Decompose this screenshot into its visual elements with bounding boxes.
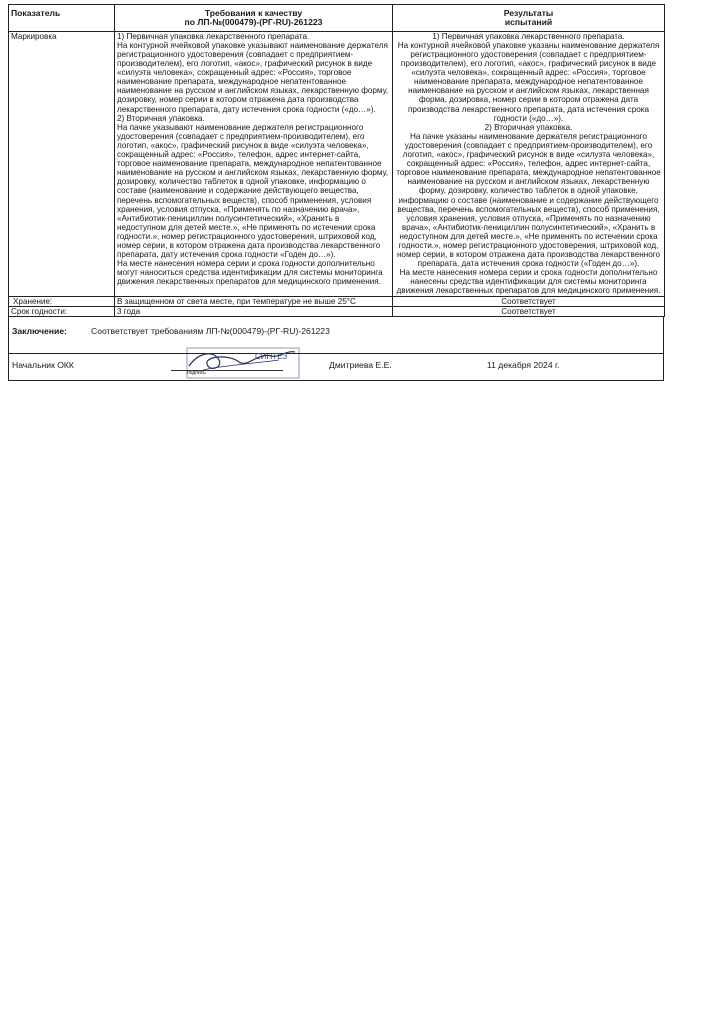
marking-label: Маркировка xyxy=(9,31,115,296)
report-sheet xyxy=(8,4,664,381)
quality-table xyxy=(8,4,665,317)
header-results xyxy=(393,5,665,32)
header-requirements xyxy=(115,5,393,32)
marking-req-para: На месте нанесения номера серии и срока годности дополнительно могут наноситься средства идентификации для системы мониторинга движения лекарственных препаратов для медицинского применения. xyxy=(117,259,383,287)
conclusion-label: Заключение: xyxy=(12,325,67,336)
shelf-life-result: Соответствует xyxy=(393,306,665,316)
stamp-text: СИНТЕЗ xyxy=(255,351,288,361)
signature-date: 11 декабря 2024 г. xyxy=(487,359,560,370)
signer-name: Дмитриева Е.Е. xyxy=(329,359,392,370)
marking-res-para: На пачке указаны наименование держателя регистрационного удостоверения (совпадает с предприятием-производителем), его логотип, «акос», графический рисунок в виде «силуэта человека», сокращенный адрес: «Россия», телефон, адрес интернет-сайта, торговое наименование препарата, международное непатентованное наименование на русском и английском языках, лекарственную форму, дозировку, количество таблеток в одной упаковке, информацию о составе (наименование и содержание действующего вещества, перечень вспомогательных веществ), способ применения, условия хранения, условия отпуска, «Применять по назначению врача», «Антибиотик-пенициллин полусинтетический», «Хранить в недоступном для детей месте.», «Не применять по истечении срока годности.», номер регистрационного удостоверения, штриховой код, номер серии, в котором отражена дата производства лекарственного препарата, дата истечения срока годности («Годен до…»). xyxy=(396,131,661,269)
marking-requirements xyxy=(115,31,393,296)
marking-req-para: 2) Вторичная упаковка. xyxy=(117,113,205,123)
storage-label: Хранение: xyxy=(9,296,115,306)
header-results-line2: испытаний xyxy=(504,17,553,28)
storage-result: Соответствует xyxy=(393,296,665,306)
table-row-shelf-life xyxy=(9,306,665,316)
conclusion-row xyxy=(8,317,664,354)
shelf-life-requirement: 3 года xyxy=(115,306,393,316)
header-requirements-line1: Требования к качеству xyxy=(204,8,303,18)
signature-stamp-image xyxy=(159,346,309,386)
marking-req-para: На пачке указывают наименование держателя регистрационного удостоверения (совпадает с предприятием-производителем), его логотип, «акос», графический рисунок в виде «силуэта человека», сокращенный адрес: «Россия», телефон, адрес интернет-сайта, торговое наименование препарата, международное непатентованное наименование на русском и английском языках, лекарственную форму, дозировку, количество таблеток в одной упаковке, информацию о составе (наименование и содержание действующего вещества, перечень вспомогательных веществ), способ применения, условия хранения, условия отпуска, «Применять по назначению врача», «Антибиотик-пенициллин полусинтетический», «Хранить в недоступном для детей месте.», «Не применять по истечении срока годности.», номер регистрационного удостоверения, штриховой код, номер серии, в котором отражена дата производства лекарственного препарата, дату истечения срока годности «Годен до…»). xyxy=(117,122,389,260)
marking-res-para: 1) Первичная упаковка лекарственного препарата. xyxy=(432,31,625,41)
marking-results xyxy=(393,31,665,296)
marking-req-para: На контурной ячейковой упаковке указывают наименование держателя регистрационного удостоверения (совпадает с предприятием-производителем), его логотип, «акос», графический рисунок в виде «силуэта человека», сокращенный адрес: «Россия», торговое наименование препарата, международное непатентованное наименование на русском и английском языках, лекарственную форму, дозировку, номер серии в котором отражена дата производства лекарственного препарата, дату истечения срока годности («до…»). xyxy=(117,40,389,114)
shelf-life-label: Срок годности: xyxy=(9,306,115,316)
header-requirements-line2: по ЛП-№(000479)-(РГ-RU)-261223 xyxy=(184,17,323,28)
header-results-line1: Результаты xyxy=(503,8,554,18)
table-header-row xyxy=(9,5,665,32)
header-indicator: Показатель xyxy=(9,5,115,32)
storage-requirement: В защищенном от света месте, при температуре не выше 25°С xyxy=(115,296,393,306)
marking-req-para: 1) Первичная упаковка лекарственного препарата. xyxy=(117,31,310,41)
signature-row xyxy=(8,351,664,381)
marking-res-para: На месте нанесения номера серии и срока годности дополнительно нанесены средства идентификации для системы мониторинга движения лекарственных препаратов для медицинского применения. xyxy=(396,268,661,296)
marking-res-para: 2) Вторичная упаковка. xyxy=(484,122,573,132)
conclusion-text: Соответствует требованиям ЛП-№(000479)-(РГ-RU)-261223 xyxy=(91,325,330,336)
table-row-marking xyxy=(9,31,665,296)
signature-caption: подпись xyxy=(187,369,206,376)
marking-res-para: На контурной ячейковой упаковке указаны наименование держателя регистрационного удостоверения (совпадает с предприятием-производителем), его логотип, «акос», графический рисунок в виде «силуэта человека», сокращенный адрес: «Россия», торговое наименование препарата, международное непатентованное наименование на русском и английском языках, лекарственная форма, дозировка, номер серии в котором отражена дата производства лекарственного препарата, дата истечения срока годности («до…»). xyxy=(397,40,660,123)
table-row-storage xyxy=(9,296,665,306)
signer-position: Начальник ОКК xyxy=(12,359,74,370)
